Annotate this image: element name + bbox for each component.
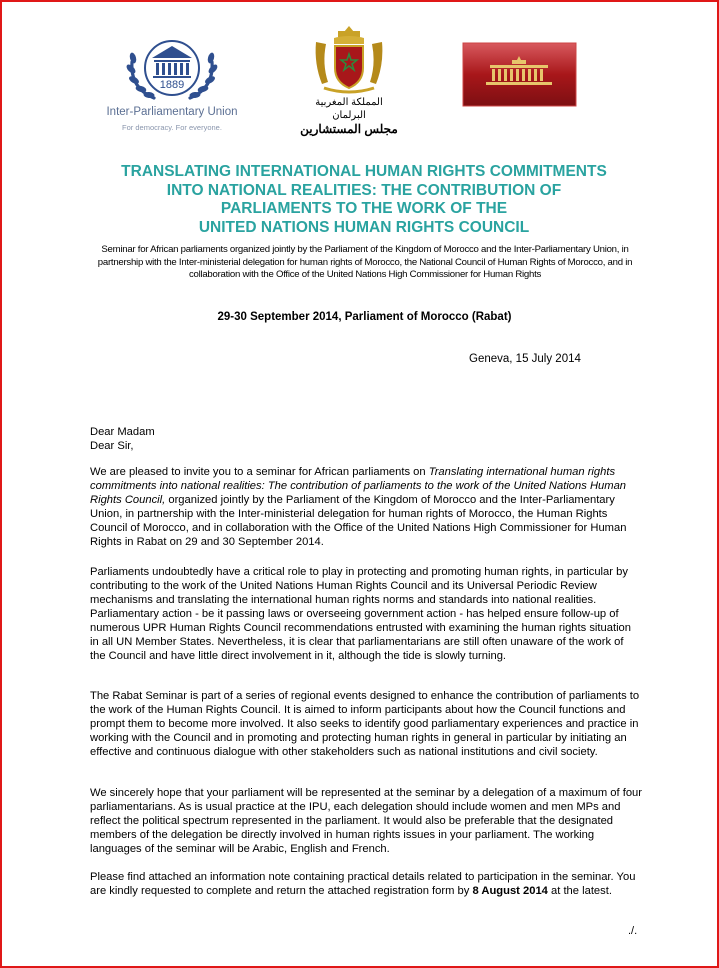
- ipu-tagline: For democracy. For everyone.: [122, 123, 222, 132]
- emblem-text-parliament: البرلمان: [332, 110, 366, 121]
- paragraph-text: at the latest.: [547, 885, 612, 897]
- seminar-title-italic: Translating international human rights commitments into national realities: The contribution of parliaments to the work of the United Nations Human Rights Council,: [90, 466, 627, 506]
- paragraph-registration: [90, 870, 642, 898]
- coat-of-arms-icon: [294, 24, 404, 96]
- paragraph-role-of-parliaments: Parliaments undoubtedly have a critical role to play in protecting and promoting human rights, in particular by contributing to the work of the United Nations Human Rights Council and its Universal Periodic Review mechanisms and translating the international human rights norms and standards into national realities. Parliamentary action - be it passing laws or overseeing government action - has helped ensure follow-up of numerous UPR Human Rights Council recommendations entrusted with examining the human rights situation in all UN Member States. Nevertheless, it is clear that parliamentarians are still often unaware of the work of the Council and have little direct involvement in it, although the tide is slowly turning.: [90, 566, 631, 662]
- document-title: [62, 163, 666, 237]
- title-line: INTO NATIONAL REALITIES: THE CONTRIBUTION OF: [166, 181, 562, 199]
- paragraph-invitation: [90, 465, 642, 549]
- emblem-text-house: مجلس المستشارين: [300, 122, 398, 136]
- paragraph-text: Please find attached an information note containing practical details related to participation in the seminar. You are kindly requested to complete and return the attached registration form by: [90, 871, 636, 897]
- seminar-description: Seminar for African parliaments organized jointly by the Parliament of the Kingdom of Morocco and the Inter-Parliamentary Union, in partnership with the Inter-ministerial delegation for human rights of Morocco, the National Council of Human Rights of Morocco, and in collaboration with the Office of the United Nations High Commissioner for Human Rights: [97, 244, 633, 281]
- ipu-emblem-icon: [102, 32, 242, 104]
- paragraph-seminar-aims: The Rabat Seminar is part of a series of regional events designed to enhance the contribution of parliaments to the work of the Human Rights Council. It is aimed to inform participants about how the Council functions and prompt them to become more involved. It also seeks to identify good parliamentary experiences and practice in working with the Council and in promoting and protecting human rights in general in particular by initiating an effective and continuous dialogue with other stakeholders such as national institutions and civil society.: [90, 690, 640, 758]
- ipu-name: Inter-Parliamentary Union: [106, 106, 238, 118]
- ipu-logo: [102, 32, 242, 142]
- house-of-councillors-logo: [462, 42, 577, 107]
- paragraph-text: We are pleased to invite you to a seminar for African parliaments on: [90, 466, 429, 478]
- emblem-text-kingdom: المملكة المغربية: [315, 97, 383, 108]
- title-line: UNITED NATIONS HUMAN RIGHTS COUNCIL: [198, 218, 530, 236]
- paragraph-text: organized jointly by the Parliament of the Kingdom of Morocco and the Inter-Parliamentary Union, in partnership with the Inter-ministerial delegation for human rights of Morocco, the Human Rights Council of Morocco, and in collaboration with the Office of the United Nations High Commissioner for Human Rights in Rabat on 29 and 30 September 2014.: [90, 494, 627, 548]
- salutation: [90, 425, 642, 453]
- continuation-mark: ./.: [628, 925, 638, 937]
- registration-deadline: 8 August 2014: [472, 885, 548, 897]
- seminar-date-location: 29-30 September 2014, Parliament of Morocco (Rabat): [217, 311, 512, 323]
- morocco-parliament-logo: [294, 24, 404, 139]
- paragraph-delegation: We sincerely hope that your parliament will be represented at the seminar by a delegation of a maximum of four parliamentarians. As is usual practice at the IPU, each delegation should include women and men MPs and reflect the political spectrum represented in the parliament. It would also be preferable that the designated members of the delegation be directly involved in human rights issues in your parliament. The working languages of the seminar will be Arabic, English and French.: [90, 787, 642, 855]
- salutation-line: Dear Madam: [90, 426, 155, 438]
- letter-date: Geneva, 15 July 2014: [469, 353, 581, 365]
- parliament-building-icon: [462, 42, 577, 107]
- salutation-line: Dear Sir,: [90, 440, 134, 452]
- title-line: TRANSLATING INTERNATIONAL HUMAN RIGHTS COMMITMENTS: [121, 163, 607, 180]
- ipu-year: 1889: [159, 79, 185, 91]
- title-line: PARLIAMENTS TO THE WORK OF THE: [220, 200, 508, 217]
